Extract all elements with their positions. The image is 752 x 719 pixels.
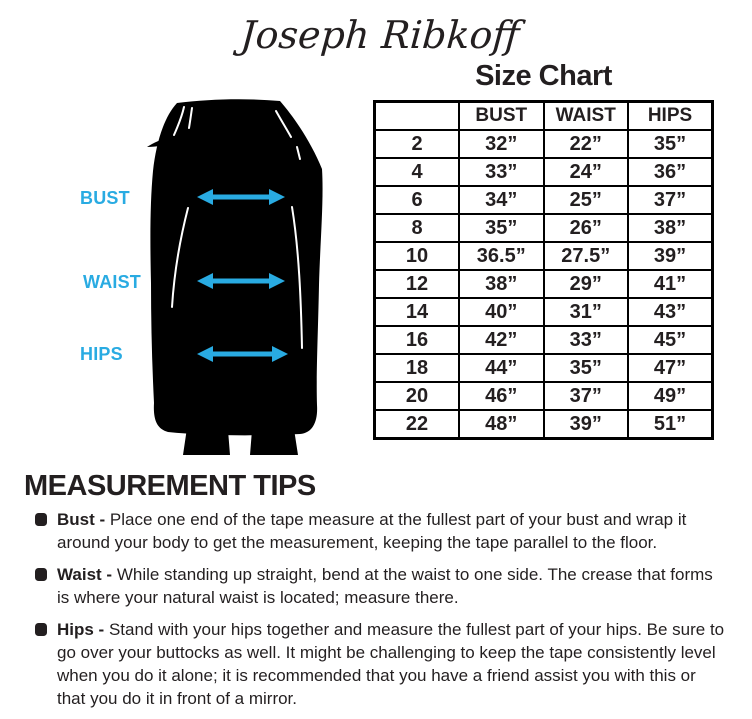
woman-silhouette-figure <box>130 95 335 460</box>
hips-value: 39” <box>628 242 713 270</box>
tip-text: Waist - While standing up straight, bend at the waist to one side. The crease that forms is where your natural waist is located; measure there. <box>57 565 713 607</box>
tip-text: Hips - Stand with your hips together and measure the fullest part of your hips. Be sure to go over your buttocks as well. It might be challenging to keep the tape consistently level when you do it alone; it is recommended that you have a friend assist you with this or that you do it in front of a mirror. <box>57 620 725 708</box>
tip-item-hips <box>24 618 726 710</box>
waist-value: 39” <box>544 410 629 439</box>
tip-term: Waist - <box>57 565 117 584</box>
size-row-8 <box>375 214 713 242</box>
hips-value: 43” <box>628 298 713 326</box>
size-chart-body <box>375 130 713 439</box>
bust-value: 35” <box>459 214 544 242</box>
column-header-waist: WAIST <box>544 102 629 131</box>
hips-value: 37” <box>628 186 713 214</box>
bust-value: 36.5” <box>459 242 544 270</box>
waist-value: 27.5” <box>544 242 629 270</box>
size-value: 16 <box>375 326 460 354</box>
waist-value: 37” <box>544 382 629 410</box>
size-row-10 <box>375 242 713 270</box>
hips-value: 45” <box>628 326 713 354</box>
hips-value: 41” <box>628 270 713 298</box>
measurement-tips-list <box>24 508 726 719</box>
size-value: 20 <box>375 382 460 410</box>
size-value: 22 <box>375 410 460 439</box>
size-row-18 <box>375 354 713 382</box>
waist-value: 33” <box>544 326 629 354</box>
size-value: 12 <box>375 270 460 298</box>
size-value: 10 <box>375 242 460 270</box>
left-leg <box>183 428 230 455</box>
hips-label: HIPS <box>80 344 123 364</box>
bust-value: 38” <box>459 270 544 298</box>
size-row-20 <box>375 382 713 410</box>
size-chart-header <box>375 102 713 131</box>
bust-value: 33” <box>459 158 544 186</box>
bust-value: 44” <box>459 354 544 382</box>
hips-value: 49” <box>628 382 713 410</box>
tip-term: Bust - <box>57 510 110 529</box>
right-leg <box>250 429 298 455</box>
waist-value: 29” <box>544 270 629 298</box>
size-value: 18 <box>375 354 460 382</box>
tip-term: Hips - <box>57 620 109 639</box>
size-value: 6 <box>375 186 460 214</box>
hips-value: 47” <box>628 354 713 382</box>
bullet-square-icon <box>35 513 47 526</box>
tip-text: Bust - Place one end of the tape measure at the fullest part of your bust and wrap it around your body to get the measurement, keeping the tape parallel to the floor. <box>57 510 687 552</box>
column-header-hips: HIPS <box>628 102 713 131</box>
size-row-16 <box>375 326 713 354</box>
brand-logo: Joseph Ribkoff <box>239 13 521 57</box>
bullet-square-icon <box>35 623 47 636</box>
bust-value: 46” <box>459 382 544 410</box>
waist-value: 25” <box>544 186 629 214</box>
size-chart-title: Size Chart <box>475 60 612 92</box>
waist-value: 26” <box>544 214 629 242</box>
size-value: 8 <box>375 214 460 242</box>
tip-item-bust <box>24 508 726 554</box>
column-header-bust: BUST <box>459 102 544 131</box>
column-header-size <box>375 102 460 131</box>
size-row-6 <box>375 186 713 214</box>
waist-value: 24” <box>544 158 629 186</box>
size-value: 4 <box>375 158 460 186</box>
tip-item-waist <box>24 563 726 609</box>
measurement-tips-heading: MEASUREMENT TIPS <box>24 470 316 502</box>
size-row-12 <box>375 270 713 298</box>
waist-label: WAIST <box>83 272 141 292</box>
bust-value: 48” <box>459 410 544 439</box>
size-value: 2 <box>375 130 460 158</box>
bust-label: BUST <box>80 188 130 208</box>
bullet-square-icon <box>35 568 47 581</box>
waist-value: 35” <box>544 354 629 382</box>
hips-value: 35” <box>628 130 713 158</box>
size-row-22 <box>375 410 713 439</box>
bust-value: 42” <box>459 326 544 354</box>
size-row-14 <box>375 298 713 326</box>
hips-value: 38” <box>628 214 713 242</box>
waist-value: 31” <box>544 298 629 326</box>
size-value: 14 <box>375 298 460 326</box>
size-row-4 <box>375 158 713 186</box>
bust-value: 40” <box>459 298 544 326</box>
bust-value: 32” <box>459 130 544 158</box>
size-row-2 <box>375 130 713 158</box>
hips-value: 36” <box>628 158 713 186</box>
bust-value: 34” <box>459 186 544 214</box>
waist-value: 22” <box>544 130 629 158</box>
size-chart-table <box>373 100 714 440</box>
hips-value: 51” <box>628 410 713 439</box>
